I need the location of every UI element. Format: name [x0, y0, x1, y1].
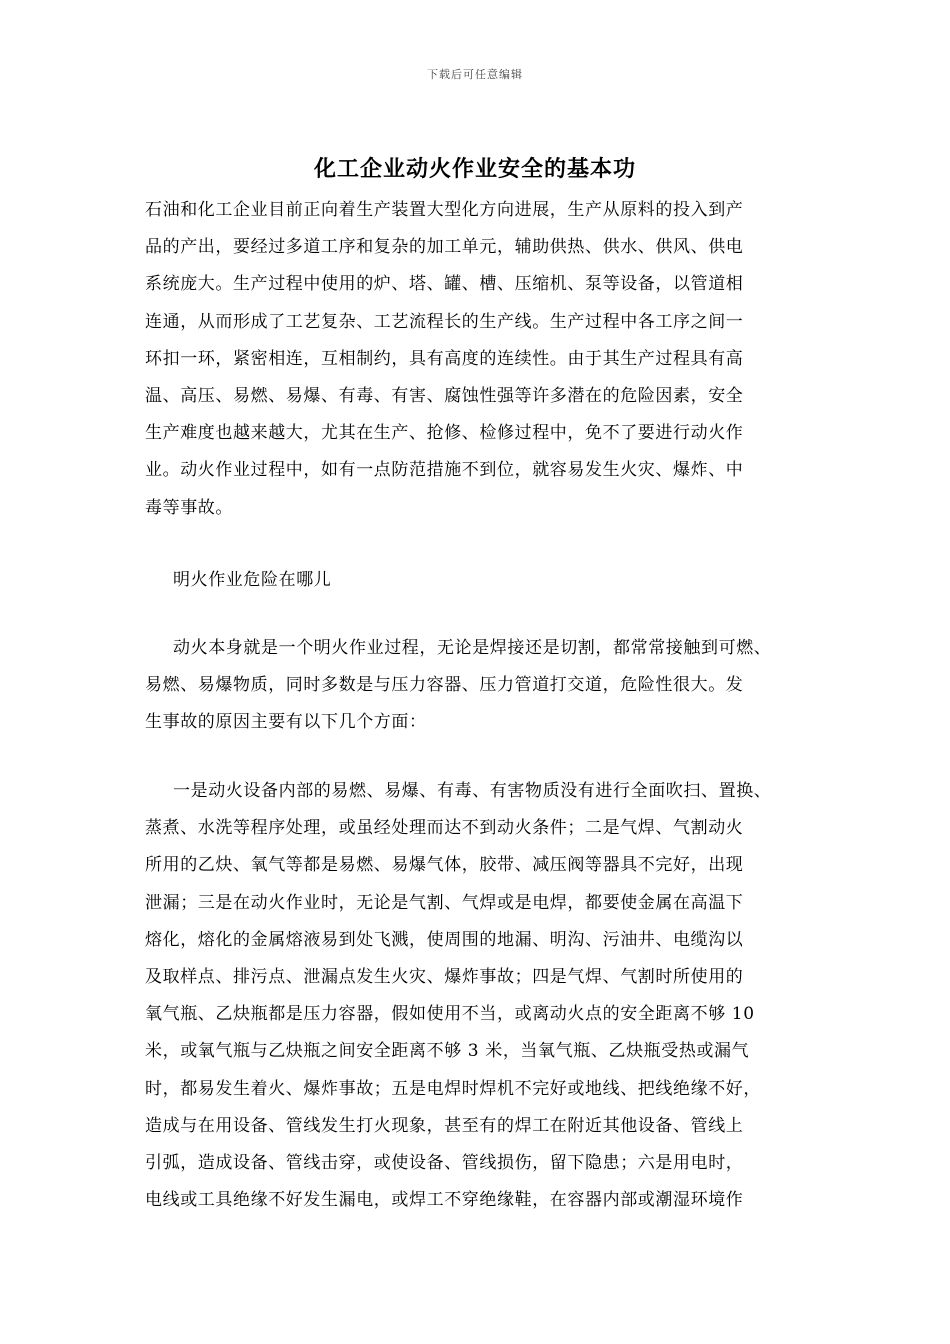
paragraph-line: 所用的乙炔、氧气等都是易燃、易爆气体，胶带、减压阀等器具不完好，出现: [145, 855, 744, 876]
paragraph-line: 氧气瓶、乙炔瓶都是压力容器，假如使用不当，或离动火点的安全距离不够 10: [145, 1004, 755, 1025]
paragraph-line: 一是动火设备内部的易燃、易爆、有毒、有害物质没有进行全面吹扫、置换、: [173, 781, 772, 801]
paragraph-line: 电线或工具绝缘不好发生漏电，或焊工不穿绝缘鞋，在容器内部或潮湿环境作: [145, 1190, 744, 1211]
intro-paragraph: [145, 192, 825, 527]
paragraph-line: 蒸煮、水洗等程序处理，或虽经处理而达不到动火条件；二是气焊、气割动火: [145, 818, 744, 839]
causes-intro-paragraph: [145, 630, 825, 742]
paragraph-line: 连通，从而形成了工艺复杂、工艺流程长的生产线。生产过程中各工序之间一: [145, 311, 744, 332]
paragraph-line: 毒等事故。: [145, 497, 233, 518]
paragraph-line: 业。动火作业过程中，如有一点防范措施不到位，就容易发生火灾、爆炸、中: [145, 460, 744, 481]
page-title: 化工企业动火作业安全的基本功: [313, 156, 636, 182]
paragraph-line: 系统庞大。生产过程中使用的炉、塔、罐、槽、压缩机、泵等设备，以管道相: [145, 274, 744, 295]
paragraph-line: 温、高压、易燃、易爆、有毒、有害、腐蚀性强等许多潜在的危险因素，安全: [145, 385, 744, 406]
section-heading: 明火作业危险在哪儿: [173, 570, 332, 590]
paragraph-line: 动火本身就是一个明火作业过程，无论是焊接还是切割，都常常接触到可燃、: [173, 638, 772, 658]
paragraph-line: 米，或氧气瓶与乙炔瓶之间安全距离不够 3 米，当氧气瓶、乙炔瓶受热或漏气: [145, 1041, 750, 1062]
paragraph-line: 造成与在用设备、管线发生打火现象，甚至有的焊工在附近其他设备、管线上: [145, 1115, 744, 1136]
section-heading-block: [145, 562, 825, 599]
causes-list-paragraph: [145, 773, 825, 1219]
paragraph-line: 品的产出，要经过多道工序和复杂的加工单元，辅助供热、供水、供风、供电: [145, 237, 744, 258]
header-note: 下载后可任意编辑: [427, 68, 523, 81]
paragraph-line: 生产难度也越来越大，尤其在生产、抢修、检修过程中，免不了要进行动火作: [145, 423, 744, 444]
paragraph-line: 生事故的原因主要有以下几个方面：: [145, 712, 427, 733]
paragraph-line: 引弧，造成设备、管线击穿，或使设备、管线损伤，留下隐患；六是用电时，: [145, 1152, 744, 1173]
paragraph-line: 及取样点、排污点、泄漏点发生火灾、爆炸事故；四是气焊、气割时所使用的: [145, 966, 744, 987]
paragraph-line: 泄漏；三是在动火作业时，无论是气割、气焊或是电焊，都要使金属在高温下: [145, 892, 744, 913]
paragraph-line: 石油和化工企业目前正向着生产装置大型化方向进展，生产从原料的投入到产: [145, 200, 744, 220]
paragraph-line: 易燃、易爆物质，同时多数是与压力容器、压力管道打交道，危险性很大。发: [145, 675, 744, 696]
paragraph-line: 熔化，熔化的金属熔液易到处飞溅，使周围的地漏、明沟、污油井、电缆沟以: [145, 929, 744, 950]
paragraph-line: 时，都易发生着火、爆炸事故；五是电焊时焊机不完好或地线、把线绝缘不好，: [145, 1078, 761, 1099]
paragraph-line: 环扣一环，紧密相连，互相制约，具有高度的连续性。由于其生产过程具有高: [145, 348, 744, 369]
